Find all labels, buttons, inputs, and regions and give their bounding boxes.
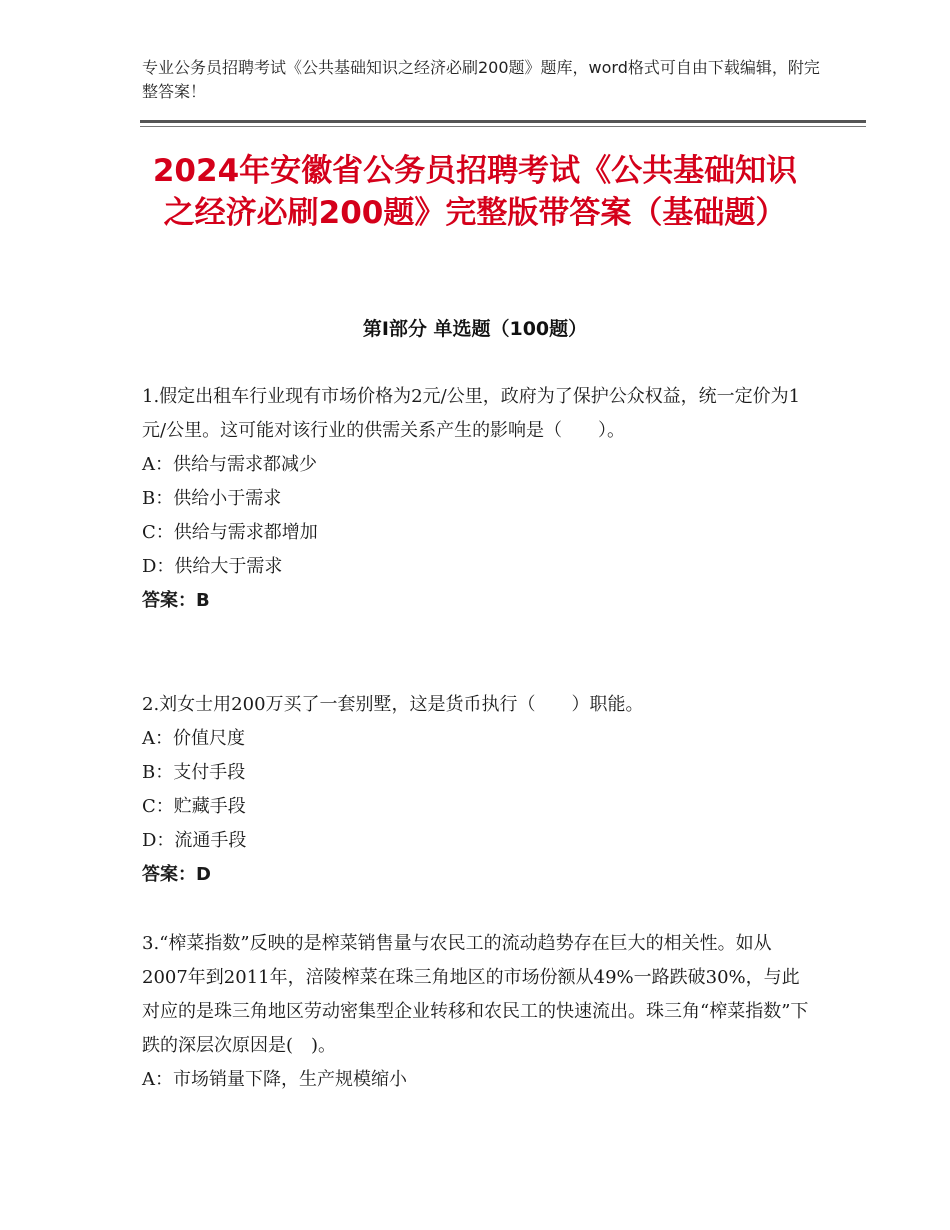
option-c: C：供给与需求都增加	[142, 522, 318, 543]
option-a: A：市场销量下降，生产规模缩小	[142, 1069, 407, 1090]
option-a: A：供给与需求都减少	[142, 454, 317, 475]
option-b: B：供给小于需求	[142, 488, 282, 509]
option-b: B：支付手段	[142, 762, 246, 783]
question-3	[142, 927, 812, 1097]
option-d: D：流通手段	[142, 830, 247, 851]
header-note: 专业公务员招聘考试《公共基础知识之经济必刷200题》题库，word格式可自由下载编辑，附完整答案！	[142, 58, 820, 101]
question-1	[142, 380, 812, 618]
option-d: D：供给大于需求	[142, 556, 283, 577]
option-c: C：贮藏手段	[142, 796, 246, 817]
section-title: 第I部分 单选题（100题）	[362, 318, 588, 340]
question-stem: 3.“榨菜指数”反映的是榨菜销售量与农民工的流动趋势存在巨大的相关性。如从2007年到2011年，涪陵榨菜在珠三角地区的市场份额从49%一路跌破30%，与此对应的是珠三角地区劳动密集型企业转移和农民工的快速流出。珠三角“榨菜指数”下跌的深层次原因是( )。	[142, 933, 809, 1056]
question-stem: 1.假定出租车行业现有市场价格为2元/公里，政府为了保护公众权益，统一定价为1元/公里。这可能对该行业的供需关系产生的影响是（ ）。	[142, 386, 801, 441]
answer: 答案：B	[142, 590, 210, 611]
question-stem: 2.刘女士用200万买了一套别墅，这是货币执行（ ）职能。	[142, 694, 644, 715]
header-rule-thin	[140, 126, 866, 127]
header-rule-thick	[140, 120, 866, 123]
question-2	[142, 688, 812, 892]
answer: 答案：D	[142, 864, 211, 885]
document-title: 2024年安徽省公务员招聘考试《公共基础知识之经济必刷200题》完整版带答案（基础题）	[152, 153, 798, 231]
option-a: A：价值尺度	[142, 728, 245, 749]
